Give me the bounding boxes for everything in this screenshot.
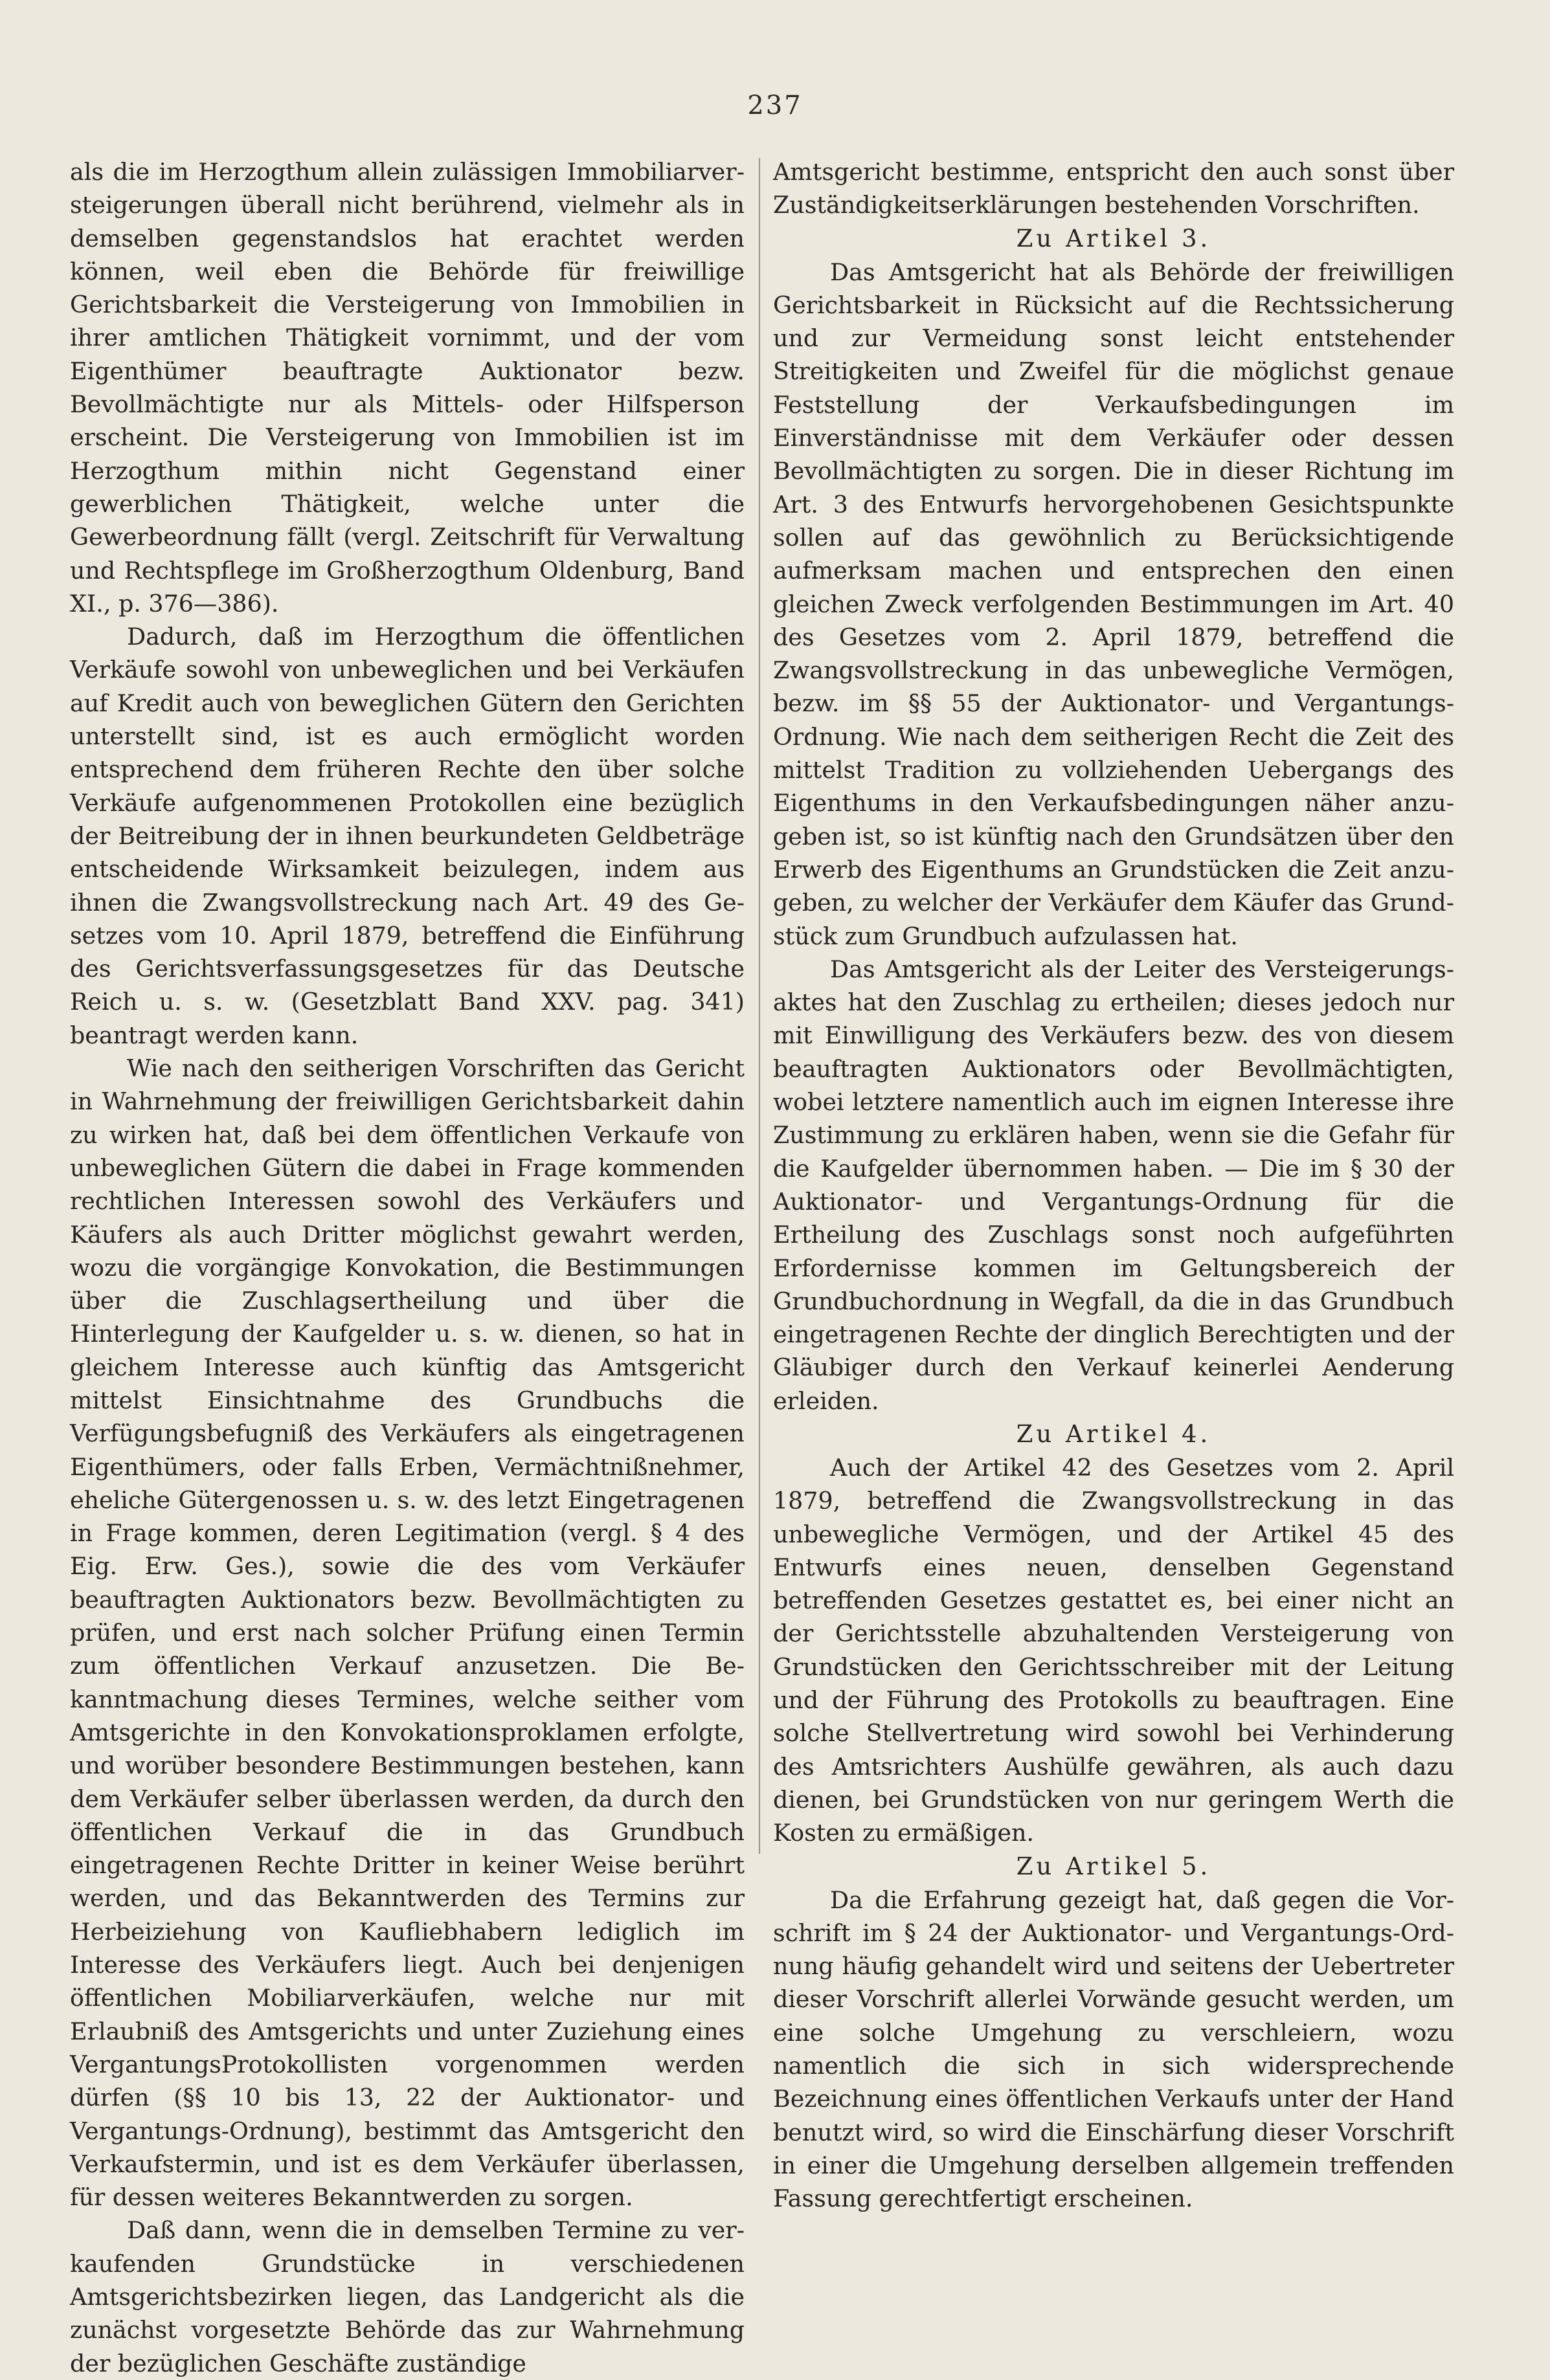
right-column <box>773 155 1454 2216</box>
paragraph: Amtsgericht bestimme, entspricht den auch sonst über Zuständigkeitserklärungen bestehenden Vorschriften. <box>773 158 1454 219</box>
paragraph: Das Amtsgericht als der Leiter des Versteigerungsaktes hat den Zuschlag zu ertheilen; dieses jedoch nur mit Einwilligung des Verkäufers bezw. des von diesem beauftragten Auktionators oder Bevollmächtigten, wobei letztere namentlich auch im eignen Interesse ihre Zustimmung zu erklären haben, wenn sie die Gefahr für die Kaufgelder übernommen haben. — Die im § 30 der Auktionator- und Vergantungs-Ordnung für die Ertheilung des Zuschlags sonst noch aufgeführten Erfordernisse kommen im Geltungsbereich der Grundbuchordnung in Wegfall, da die in das Grundbuch eingetragenen Rechte der dinglich Berechtigten und der Gläubiger durch den Verkauf keinerlei Aenderung erleiden. <box>773 955 1454 1415</box>
paragraph: Dadurch, daß im Herzogthum die öffentlichen Verkäufe sowohl von unbeweglichen und bei Verkäufen auf Kredit auch von beweglichen Gütern den Gerichten unterstellt sind, ist es auch ermöglicht worden entsprechend dem früheren Rechte den über solche Verkäufe aufgenommenen Protokollen eine bezüglich der Beitreibung der in ihnen beurkundeten Geldbeträge entscheidende Wirksamkeit beizulegen, indem aus ihnen die Zwangsvollstreckung nach Art. 49 des Gesetzes vom 10. April 1879, betreffend die Einführung des Gerichtsverfassungsgesetzes für das Deutsche Reich u. s. w. (Gesetzblatt Band XXV. pag. 341) beantragt werden kann. <box>70 623 745 1049</box>
paragraph: Auch der Artikel 42 des Gesetzes vom 2. April 1879, betreffend die Zwangsvollstreckung in das unbewegliche Vermögen, und der Artikel 45 des Entwurfs eines neuen, denselben Gegenstand betreffenden Gesetzes gestattet es, bei einer nicht an der Gerichtsstelle abzuhaltenden Versteigerung von Grundstücken den Gerichtsschreiber mit der Leitung und der Führung des Protokolls zu beauftragen. Eine solche Stellvertretung wird sowohl bei Verhinderung des Amtsrichters Aushülfe gewähren, als auch dazu dienen, bei Grundstücken von nur geringem Werth die Kosten zu ermäßigen. <box>773 1453 1454 1847</box>
section-heading-artikel-3: Zu Artikel 3. <box>1016 224 1211 252</box>
paragraph: als die im Herzogthum allein zulässigen Immobiliarversteigerungen überall nicht berührend, vielmehr als in demselben gegenstandslos hat erachtet werden können, weil eben die Behörde für freiwillige Gerichtsbarkeit die Versteigerung von Immobilien in ihrer amtlichen Thätigkeit vornimmt, und der vom Eigenthümer beauftragte Auktionator bezw. Bevollmächtigte nur als Mittels- oder Hilfsperson erscheint. Die Versteigerung von Immobilien ist im Herzogthum mithin nicht Gegenstand einer gewerblichen Thätigkeit, welche unter die Gewerbeordnung fällt (vergl. Zeitschrift für Verwaltung und Rechtspflege im Großherzogthum Oldenburg, Band XI., p. 376—386). <box>70 158 745 617</box>
page-number: 237 <box>747 91 803 120</box>
paragraph: Das Amtsgericht hat als Behörde der freiwilligen Gerichtsbarkeit in Rücksicht auf die Rechtssicherung und zur Vermeidung sonst leicht entstehender Streitigkeiten und Zweifel für die möglichst genaue Feststellung der Verkaufsbedingungen im Einverständnisse mit dem Verkäufer oder dessen Bevollmächtigten zu sorgen. Die in dieser Richtung im Art. 3 des Entwurfs hervorgehobenen Gesichtspunkte sollen auf das gewöhnlich zu Berücksichtigende aufmerksam machen und entsprechen den einen gleichen Zweck verfolgenden Bestimmungen im Art. 40 des Gesetzes vom 2. April 1879, betreffend die Zwangsvollstreckung in das unbewegliche Vermögen, bezw. im §§ 55 der Auktionator- und Vergantungs-Ordnung. Wie nach dem seitherigen Recht die Zeit des mittelst Tradition zu vollziehenden Uebergangs des Eigenthums in den Verkaufsbedingungen näher anzugeben ist, so ist künftig nach den Grundsätzen über den Erwerb des Eigenthums an Grundstücken die Zeit anzugeben, zu welcher der Verkäufer dem Käufer das Grundstück zum Grundbuch aufzulassen hat. <box>773 258 1454 950</box>
section-heading-artikel-5: Zu Artikel 5. <box>1016 1852 1211 1880</box>
left-column <box>70 155 745 2380</box>
section-heading-artikel-4: Zu Artikel 4. <box>1016 1419 1211 1448</box>
paragraph: Wie nach den seitherigen Vorschriften das Gericht in Wahrnehmung der freiwilligen Gerichtsbarkeit dahin zu wirken hat, daß bei dem öffentlichen Verkaufe von unbeweglichen Gütern die dabei in Frage kommenden rechtlichen Interessen sowohl des Verkäufers und Käufers als auch Dritter möglichst gewahrt werden, wozu die vorgängige Konvokation, die Bestimmungen über die Zuschlagsertheilung und über die Hinterlegung der Kaufgelder u. s. w. dienen, so hat in gleichem Interesse auch künftig das Amtsgericht mittelst Einsichtnahme des Grundbuchs die Verfügungsbefugniß des Verkäufers als eingetragenen Eigenthümers, oder falls Erben, Vermächtnißnehmer, eheliche Gütergenossen u. s. w. des letzt Eingetragenen in Frage kommen, deren Legitimation (vergl. § 4 des Eig. Erw. Ges.), sowie die des vom Verkäufer beauftragten Auktionators bezw. Bevollmächtigten zu prüfen, und erst nach solcher Prüfung einen Termin zum öffentlichen Verkauf anzusetzen. Die Bekanntmachung dieses Termines, welche seither vom Amtsgerichte in den Konvokationsproklamen erfolgte, und worüber besondere Bestimmungen bestehen, kann dem Verkäufer selber überlassen werden, da durch den öffentlichen Verkauf die in das Grundbuch eingetragenen Rechte Dritter in keiner Weise berührt werden, und das Bekanntwerden des Termins zur Herbeiziehung von Kaufliebhabern lediglich im Interesse des Verkäufers liegt. Auch bei denjenigen öffentlichen Mobiliarverkäufen, welche nur mit Erlaubniß des Amtsgerichts und unter Zuziehung eines VergantungsProtokollisten vorgenommen werden dürfen (§§ 10 bis 13, 22 der Auktionator- und Vergantungs-Ordnung), bestimmt das Amtsgericht den Verkaufstermin, und ist es dem Verkäufer überlassen, für dessen weiteres Bekanntwerden zu sorgen. <box>70 1054 745 2212</box>
paragraph: Daß dann, wenn die in demselben Termine zu verkaufenden Grundstücke in verschiedenen Amtsgerichtsbezirken liegen, das Landgericht als die zunächst vorgesetzte Behörde das zur Wahrnehmung der bezüglichen Geschäfte zuständige <box>70 2216 745 2377</box>
column-divider <box>759 158 760 1854</box>
paragraph: Da die Erfahrung gezeigt hat, daß gegen die Vorschrift im § 24 der Auktionator- und Vergantungs-Ordnung häufig gehandelt wird und seitens der Uebertreter dieser Vorschrift allerlei Vorwände gesucht werden, um eine solche Umgehung zu verschleiern, wozu namentlich die sich in sich widersprechende Bezeichnung eines öffentlichen Verkaufs unter der Hand benutzt wird, so wird die Einschärfung dieser Vorschrift in einer die Umgehung derselben allgemein treffenden Fassung gerechtfertigt erscheinen. <box>773 1885 1454 2213</box>
